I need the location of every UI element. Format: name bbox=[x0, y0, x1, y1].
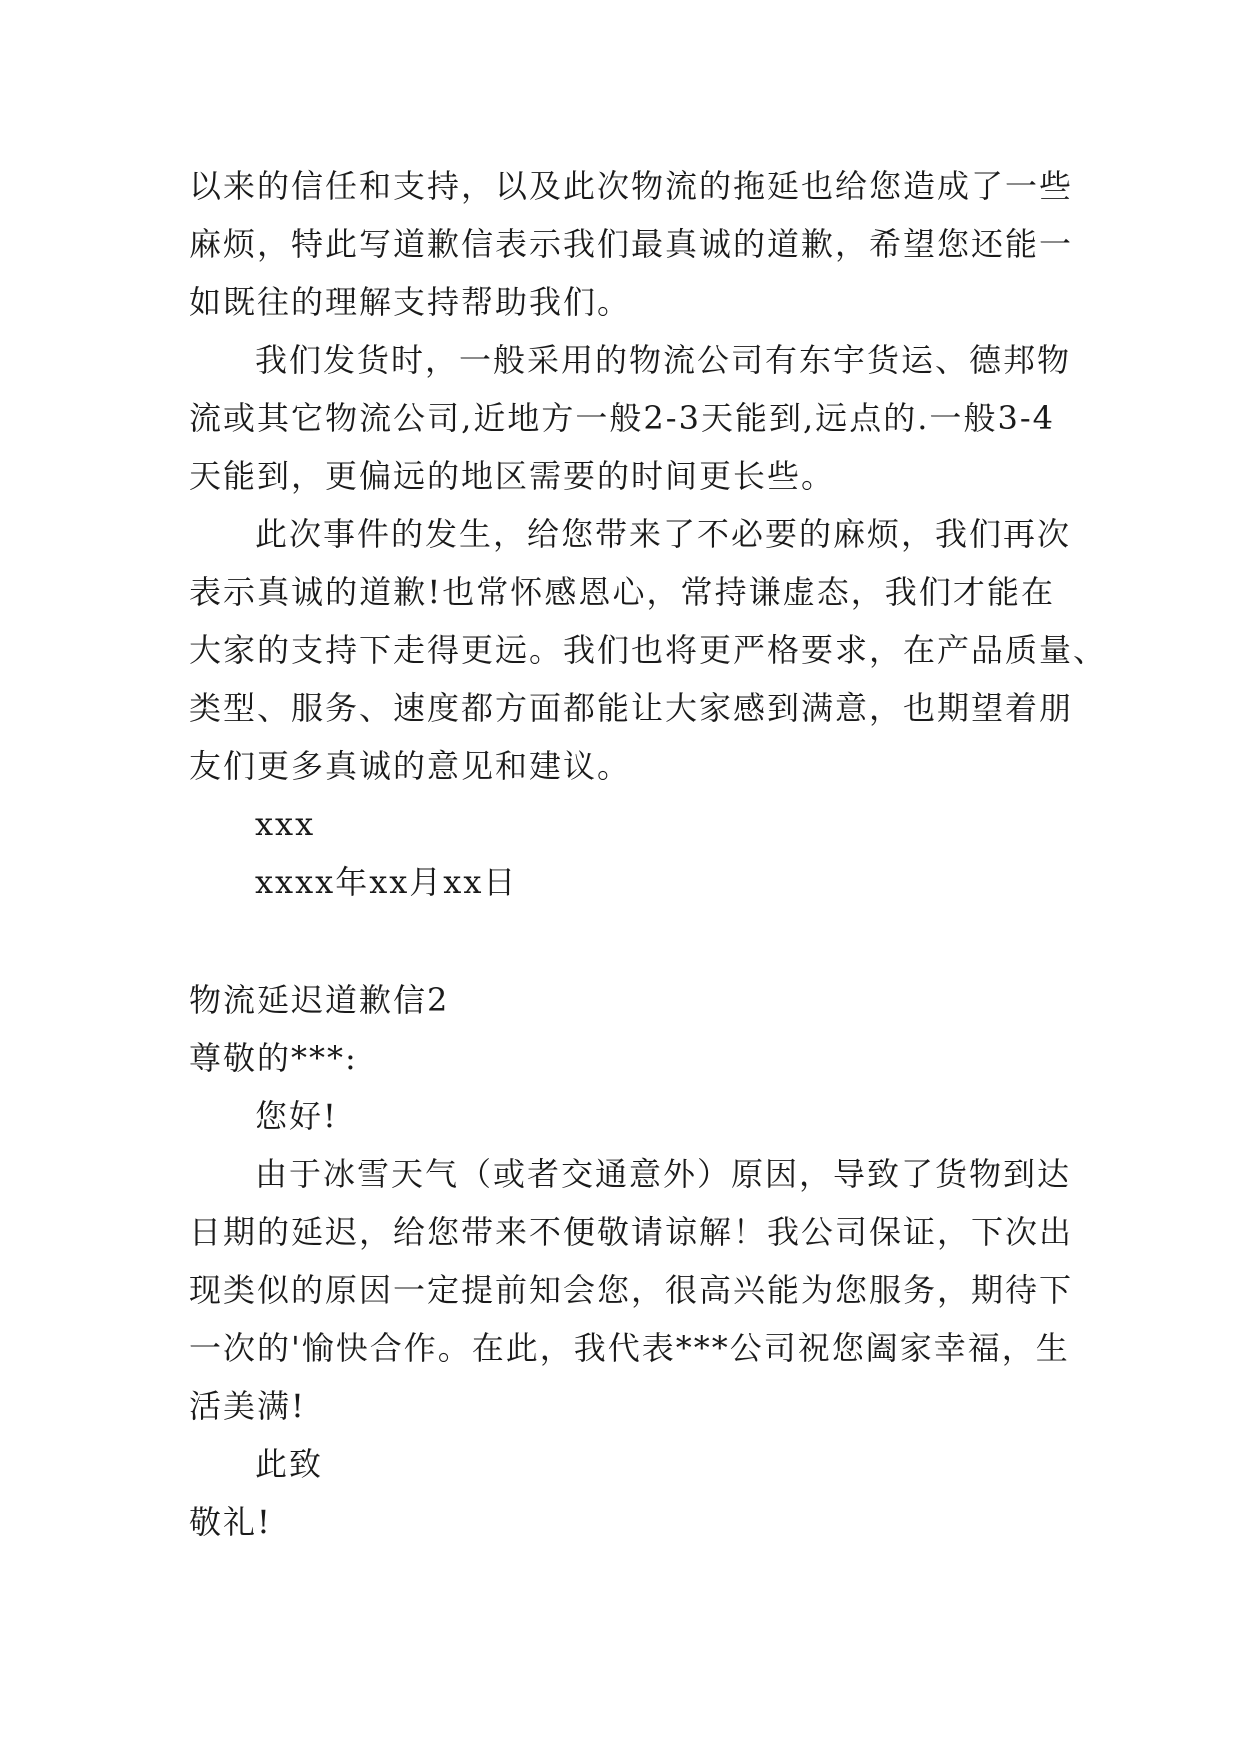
text-line: 类型、服务、速度都方面都能让大家感到满意，也期望着朋 bbox=[189, 689, 1074, 727]
letter-1-paragraph-2 bbox=[189, 331, 1072, 505]
text-line: 现类似的原因一定提前知会您，很高兴能为您服务，期待下 bbox=[189, 1271, 1074, 1309]
closing-regards: 此致 bbox=[255, 1445, 324, 1483]
letter-1-paragraph-1 bbox=[189, 157, 1074, 331]
text-line: 流或其它物流公司,近地方一般2-3天能到,远点的.一般3-4 bbox=[189, 399, 1055, 437]
text-line: 友们更多真诚的意见和建议。 bbox=[189, 747, 632, 785]
document-content bbox=[189, 157, 1108, 1551]
text-line: 表示真诚的道歉!也常怀感恩心，常持谦虚态，我们才能在 bbox=[189, 573, 1055, 611]
text-line: 以来的信任和支持，以及此次物流的拖延也给您造成了一些 bbox=[189, 167, 1074, 205]
section-gap bbox=[189, 911, 1055, 971]
text-line: 一次的'愉快合作。在此，我代表***公司祝您阖家幸福，生 bbox=[189, 1329, 1070, 1367]
text-line: 由于冰雪天气（或者交通意外）原因，导致了货物到达 bbox=[255, 1155, 1072, 1193]
text-line: 天能到，更偏远的地区需要的时间更长些。 bbox=[189, 457, 836, 495]
text-line: 此次事件的发生，给您带来了不必要的麻烦，我们再次 bbox=[255, 515, 1072, 553]
signature: xxx bbox=[255, 805, 316, 843]
text-line: 麻烦，特此写道歉信表示我们最真诚的道歉，希望您还能一 bbox=[189, 225, 1074, 263]
text-line: 日期的延迟，给您带来不便敬请谅解！我公司保证，下次出 bbox=[189, 1213, 1074, 1251]
salutation: 尊敬的***: bbox=[189, 1039, 358, 1077]
text-line: 活美满! bbox=[189, 1387, 306, 1425]
date: xxxx年xx月xx日 bbox=[255, 863, 518, 901]
closing-salute: 敬礼! bbox=[189, 1503, 272, 1541]
text-line: 如既往的理解支持帮助我们。 bbox=[189, 283, 632, 321]
letter-2-body bbox=[189, 1145, 1074, 1435]
greeting: 您好! bbox=[255, 1097, 338, 1135]
text-line: 我们发货时，一般采用的物流公司有东宇货运、德邦物 bbox=[255, 341, 1072, 379]
text-line: 大家的支持下走得更远。我们也将更严格要求，在产品质量、 bbox=[189, 631, 1108, 669]
letter-1-paragraph-3 bbox=[189, 505, 1108, 795]
letter-2-title: 物流延迟道歉信2 bbox=[189, 981, 450, 1019]
